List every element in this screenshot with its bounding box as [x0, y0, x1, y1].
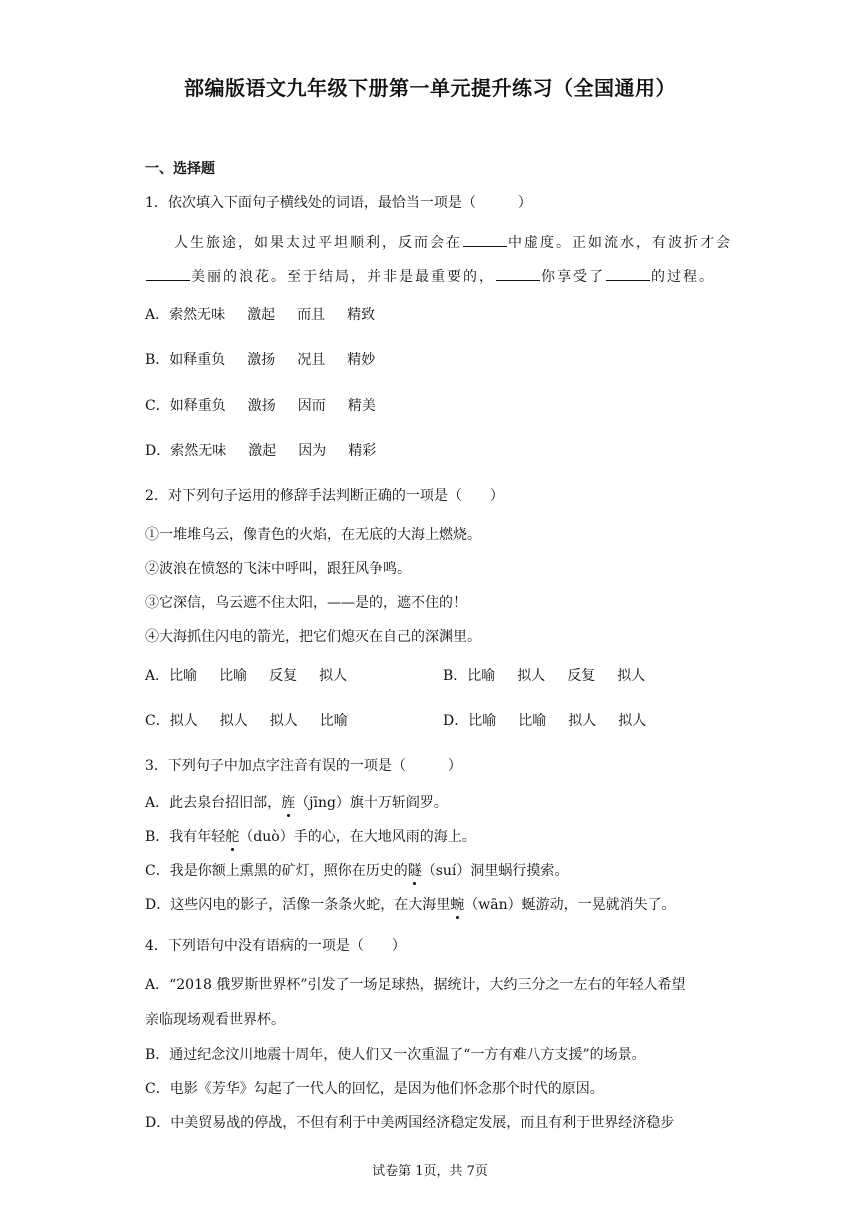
option-word: 拟人 [219, 713, 248, 729]
question-3-option-c[interactable] [145, 860, 568, 880]
question-3-option-d[interactable] [145, 894, 676, 914]
option-word: 索然无味 [170, 443, 227, 459]
option-text: D．这些闪电的影子，活像一条条火蛇，在大海里 [145, 897, 451, 913]
option-word: 激扬 [247, 352, 276, 368]
option-text: C．我是你额上熏黑的矿灯，照你在历史的 [145, 863, 408, 879]
option-word: 比喻 [518, 713, 547, 729]
question-4-stem: 4．下列语句中没有语病的一项是（ ） [145, 938, 406, 954]
question-2-stem: 2．对下列句子运用的修辞手法判断正确的一项是（ ） [145, 488, 504, 504]
option-word: 反复 [269, 668, 298, 684]
question-2-sentence-3: ③它深信，乌云遮不住太阳，——是的，遮不住的！ [145, 595, 467, 611]
passage-text: 人生旅途，如果太过平坦顺利，反而会在 [174, 235, 462, 251]
passage-text: 中虚度。正如流水，有波折才会 [508, 235, 732, 251]
question-3-option-b[interactable] [145, 826, 476, 846]
question-1-stem: 1．依次填入下面句子横线处的词语，最恰当一项是（ ） [145, 195, 532, 211]
question-1-option-d[interactable] [145, 440, 398, 460]
option-word: 比喻 [219, 668, 248, 684]
dotted-character: 蜿 [450, 894, 464, 914]
page-footer: 试卷第 1页，共 7页 [372, 1164, 488, 1179]
option-word: 比喻 [319, 713, 348, 729]
option-word: 拟人 [169, 713, 198, 729]
dotted-character: 隧 [408, 860, 422, 880]
option-word: 比喻 [169, 668, 198, 684]
option-label: D． [443, 713, 469, 729]
question-2-sentence-2: ②波浪在愤怒的飞沫中呼叫，跟狂风争鸣。 [145, 561, 411, 577]
option-word: 精妙 [347, 352, 376, 368]
question-2-option-d[interactable] [443, 710, 668, 730]
option-word: 如释重负 [169, 398, 226, 414]
question-2-option-b[interactable] [443, 665, 667, 685]
option-label: A． [145, 307, 170, 323]
question-1-option-c[interactable] [145, 395, 398, 415]
answer-blank-2 [146, 266, 190, 281]
option-word: 精彩 [348, 443, 377, 459]
option-word: 拟人 [568, 713, 597, 729]
question-4-option-a-line-1[interactable]: A．“2018 俄罗斯世界杯”引发了一场足球热，据统计，大约三分之一左右的年轻人希望 [145, 977, 686, 993]
question-4-option-d[interactable]: D．中美贸易战的停战，不但有利于中美两国经济稳定发展，而且有利于世界经济稳步 [145, 1115, 675, 1131]
option-word: 激起 [248, 443, 277, 459]
option-text: （suí）洞里蜗行摸索。 [421, 863, 569, 879]
question-4-option-b[interactable]: B．通过纪念汶川地震十周年，使人们又一次重温了“一方有难八方支援”的场景。 [145, 1047, 646, 1063]
option-word: 索然无味 [169, 307, 226, 323]
option-word: 精美 [347, 398, 376, 414]
option-word: 激起 [247, 307, 276, 323]
answer-blank-3 [496, 266, 540, 281]
question-1-passage-line-2 [145, 266, 715, 286]
option-label: C． [145, 398, 170, 414]
question-1-option-b[interactable] [145, 349, 397, 369]
passage-text: 美丽的浪花。至于结局，并非是最重要的， [191, 269, 495, 285]
option-word: 比喻 [468, 713, 497, 729]
question-2-sentence-1: ①一堆堆乌云，像青色的火焰，在无底的大海上燃烧。 [145, 527, 481, 543]
option-label: B． [145, 352, 170, 368]
question-2-sentence-4: ④大海抓住闪电的箭光，把它们熄灭在自己的深渊里。 [145, 629, 481, 645]
option-word: 拟人 [269, 713, 298, 729]
answer-blank-1 [463, 232, 507, 247]
question-2-option-a[interactable] [145, 665, 369, 685]
option-label: C． [145, 713, 170, 729]
question-4-option-c[interactable]: C．电影《芳华》勾起了一代人的回忆，是因为他们怀念那个时代的原因。 [145, 1081, 604, 1097]
question-3-stem: 3．下列句子中加点字注音有误的一项是（ ） [145, 758, 462, 774]
option-word: 如释重负 [169, 352, 226, 368]
question-1-option-a[interactable] [145, 304, 397, 324]
option-label: D． [145, 443, 171, 459]
option-label: A． [145, 668, 170, 684]
option-word: 拟人 [617, 668, 646, 684]
option-text: （jīng）旗十万斩阎罗。 [295, 795, 448, 811]
option-word: 反复 [567, 668, 596, 684]
question-2-option-c[interactable] [145, 710, 370, 730]
option-word: 激扬 [247, 398, 276, 414]
dotted-character: 舵 [225, 826, 239, 846]
option-text: （wān）蜒游动，一晃就消失了。 [464, 897, 676, 913]
option-word: 精致 [347, 307, 376, 323]
question-1-passage-line-1 [174, 232, 732, 252]
option-word: 比喻 [467, 668, 496, 684]
dotted-character: 旌 [281, 792, 295, 812]
page-title: 部编版语文九年级下册第一单元提升练习（全国通用） [184, 76, 676, 100]
option-word: 因而 [297, 398, 326, 414]
question-4-option-a-line-2: 亲临现场观看世界杯。 [145, 1012, 285, 1028]
option-word: 因为 [298, 443, 327, 459]
section-heading: 一、选择题 [145, 161, 215, 177]
option-word: 况且 [297, 352, 326, 368]
option-text: A．此去泉台招旧部， [145, 795, 282, 811]
passage-text: 的过程。 [651, 269, 715, 285]
answer-blank-4 [606, 266, 650, 281]
question-3-option-a[interactable] [145, 792, 448, 812]
option-word: 拟人 [319, 668, 348, 684]
option-word: 拟人 [517, 668, 546, 684]
option-word: 而且 [297, 307, 326, 323]
option-text: B．我有年轻 [145, 829, 226, 845]
option-text: （duò）手的心，在大地风雨的海上。 [239, 829, 476, 845]
option-label: B． [443, 668, 468, 684]
option-word: 拟人 [618, 713, 647, 729]
passage-text: 你享受了 [541, 269, 605, 285]
